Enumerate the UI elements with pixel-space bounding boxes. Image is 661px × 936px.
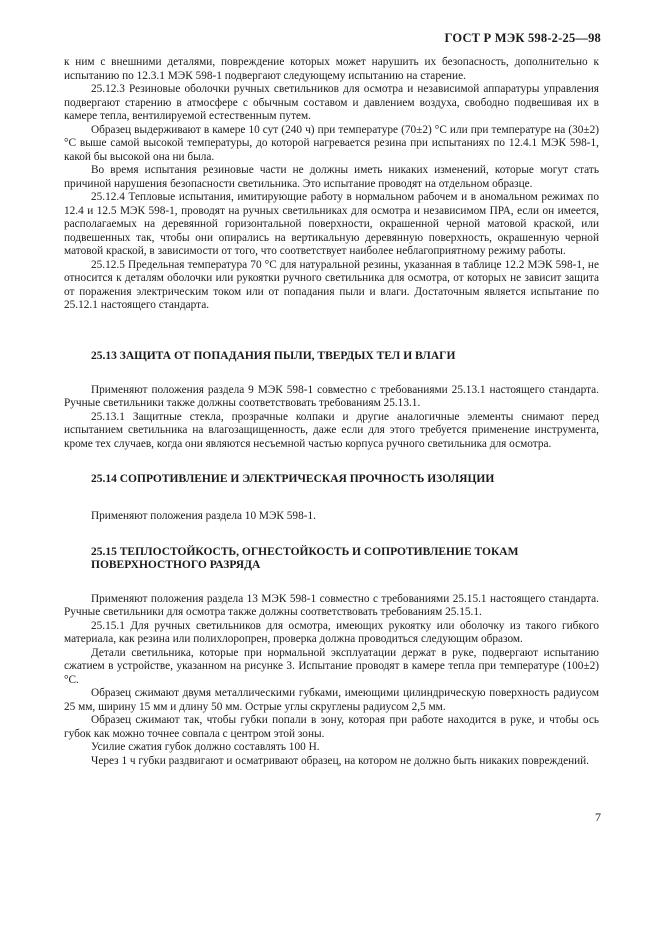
section-heading-25-13: 25.13 ЗАЩИТА ОТ ПОПАДАНИЯ ПЫЛИ, ТВЕРДЫХ ТЕЛ И ВЛАГИ xyxy=(91,349,456,362)
paragraph: Образец выдерживают в камере 10 сут (240 ч) при температуре (70±2) °С или при температуре на (30±2) °С выше самой высокой температуры, до которой нагревается резина при испытаниях по 12.4.1 МЭК 598-1, какой бы высокой она ни была. xyxy=(64,123,599,163)
section-heading-25-14: 25.14 СОПРОТИВЛЕНИЕ И ЭЛЕКТРИЧЕСКАЯ ПРОЧНОСТЬ ИЗОЛЯЦИИ xyxy=(91,473,495,485)
paragraph: Образец сжимают двумя металлическими губками, имеющими цилиндрическую поверхность радиусом 25 мм, ширину 15 мм и длину 50 мм. Острые углы скруглены радиусом 2,5 мм. xyxy=(64,687,599,713)
paragraph: Во время испытания резиновые части не должны иметь никаких изменений, которые могут стать причиной нарушения безопасности светильника. Это испытание проводят на отдельном образце. xyxy=(64,164,599,190)
paragraph: Применяют положения раздела 9 МЭК 598-1 совместно с требованиями 25.13.1 настоящего стандарта. Ручные светильники также должны соответствовать требованиям 25.13.1. xyxy=(64,383,599,409)
paragraph: Применяют положения раздела 10 МЭК 598-1. xyxy=(91,510,316,522)
paragraph: Применяют положения раздела 13 МЭК 598-1 совместно с требованиями 25.15.1 настоящего стандарта. Ручные светильники для осмотра также должны соответствовать требованиям 25.15.1. xyxy=(64,592,599,618)
paragraph: 25.12.3 Резиновые оболочки ручных светильников для осмотра и независимой аппаратуры управления подвергают старению в атмосфере с обычным составом и давлением воздуха, свободно подвешивая их в камере тепла, вентилируемой естественным путем. xyxy=(64,83,599,122)
paragraph: 25.15.1 Для ручных светильников для осмотра, имеющих рукоятку или оболочку из такого гибкого материала, как резина или полихлоропрен, проверка должна проводиться следующим образом. xyxy=(64,619,599,645)
document-header: ГОСТ Р МЭК 598-2-25—98 xyxy=(444,31,601,45)
paragraph: 25.13.1 Защитные стекла, прозрачные колпаки и другие аналогичные элементы снимают перед испытанием светильника на влагозащищенность, даже если для этого требуется применение инструмента, кроме тех случаев, когда они являются несъемной частью корпуса ручного светильника для осмотра. xyxy=(64,410,599,450)
paragraph: Через 1 ч губки раздвигают и осматривают образец, на котором не должно быть никаких повреждений. xyxy=(91,754,590,767)
paragraph: 25.12.4 Тепловые испытания, имитирующие работу в нормальном рабочем и в аномальном режимах по 12.4 и 12.5 МЭК 598-1, проводят на ручных светильниках для осмотра и независимом ПРА, если он имеется, располагаемых на деревянной горизонтальной поверхности, окрашенной черной матовой краской, или подвешенных так, чтобы они опирались на вертикальную деревянную поверхность, окрашенную черной матовой краской, в зависимости от того, что соответствует наиболее неблагоприятному режиму работы. xyxy=(64,191,599,257)
page-content xyxy=(64,56,599,768)
paragraph: Детали светильника, которые при нормальной эксплуатации держат в руке, подвергают испытанию сжатием в устройстве, указанном на рисунке 3. Испытание проводят в камере тепла при температуре (100±2) °С. xyxy=(64,646,599,686)
paragraph: Усилие сжатия губок должно составлять 100 Н. xyxy=(91,741,320,753)
section-heading-25-15: 25.15 ТЕПЛОСТОЙКОСТЬ, ОГНЕСТОЙКОСТЬ И СОПРОТИВЛЕНИЕ ТОКАМ ПОВЕРХНОСТНОГО РАЗРЯДА xyxy=(91,545,519,571)
paragraph: Образец сжимают так, чтобы губки попали в зону, которая при работе находится в руке, и чтобы ось губок как можно точнее совпала с центром этой зоны. xyxy=(64,714,599,740)
page-number: 7 xyxy=(595,810,601,824)
paragraph: к ним с внешними деталями, повреждение которых может нарушить их безопасность, дополнительно к испытанию по 12.3.1 МЭК 598-1 подвергают следующему испытанию на старение. xyxy=(64,56,599,82)
paragraph: 25.12.5 Предельная температура 70 °С для натуральной резины, указанная в таблице 12.2 МЭК 598-1, не относится к деталям оболочки или рукоятки ручного светильника для осмотра, от которых не зависит защита от поражения электрическим током или от попадания пыли и влаги. Достаточным является испытание по 25.12.1 настоящего стандарта. xyxy=(64,258,599,311)
